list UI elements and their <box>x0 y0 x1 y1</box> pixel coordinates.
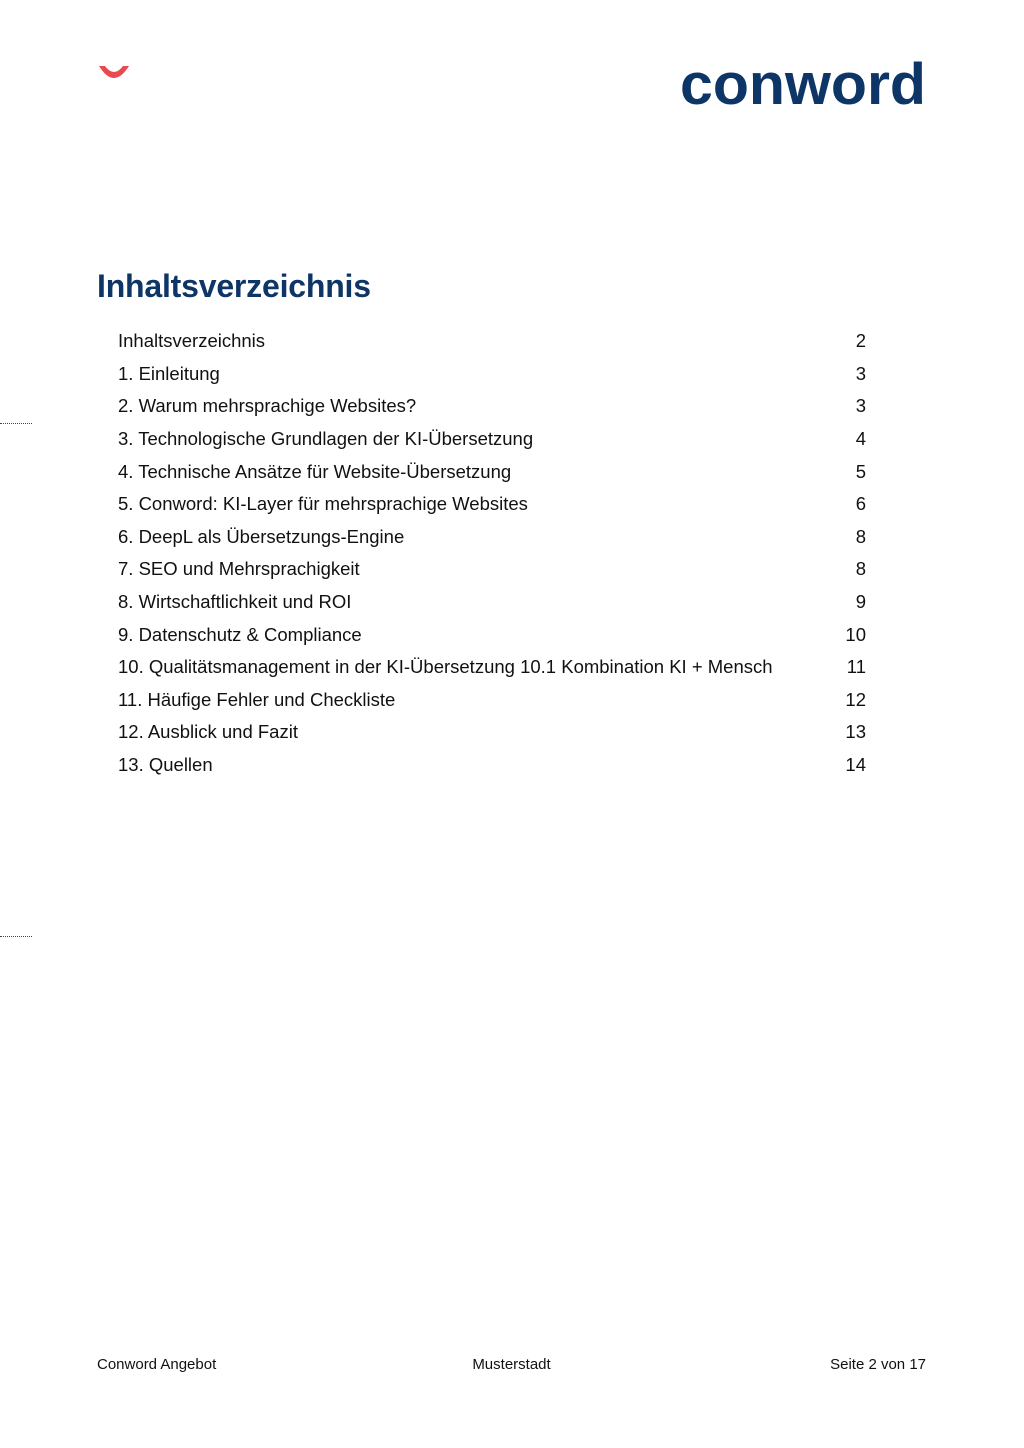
toc-entry[interactable] <box>118 325 866 358</box>
toc-entry-page: 4 <box>855 428 866 450</box>
smile-arc-icon <box>97 52 131 82</box>
toc-entry-label: 1. Einleitung <box>118 362 220 384</box>
footer-page-number: Seite 2 von 17 <box>830 1356 926 1373</box>
toc-entry-label: 10. Qualitätsmanagement in der KI-Übersetzung 10.1 Kombination KI + Mensch <box>118 656 773 678</box>
toc-entry-label: 12. Ausblick und Fazit <box>118 721 298 743</box>
toc-entry-page: 14 <box>845 754 866 776</box>
toc-heading: Inhaltsverzeichnis <box>97 268 371 304</box>
toc-entry-page: 5 <box>855 460 866 482</box>
toc-entry[interactable] <box>118 423 866 456</box>
toc-entry[interactable] <box>118 651 866 684</box>
toc-entry-label: 9. Datenschutz & Compliance <box>118 623 362 645</box>
toc-entry[interactable] <box>118 684 866 717</box>
toc-entry-page: 12 <box>845 688 866 710</box>
footer-document-name: Conword Angebot <box>97 1356 217 1373</box>
toc-entry-label: 13. Quellen <box>118 754 213 776</box>
toc-entry-page: 11 <box>846 656 866 678</box>
toc-entry-label: 7. SEO und Mehrsprachigkeit <box>118 558 360 580</box>
toc-entry-label: Inhaltsverzeichnis <box>118 330 266 352</box>
logo-text: conword <box>680 58 926 108</box>
toc-entry-label: 4. Technische Ansätze für Website-Übersetzung <box>118 460 512 482</box>
toc-entry-page: 6 <box>855 493 866 515</box>
toc-entry-label: 5. Conword: KI-Layer für mehrsprachige Websites <box>118 493 528 515</box>
toc-entry[interactable] <box>118 553 866 586</box>
fold-mark-top <box>0 423 32 424</box>
toc-entry-page: 2 <box>855 330 866 352</box>
toc-entry-page: 8 <box>855 558 866 580</box>
conword-logo <box>680 58 926 108</box>
toc-entry-label: 8. Wirtschaftlichkeit und ROI <box>118 591 352 613</box>
toc-entry-page: 13 <box>845 721 866 743</box>
toc-entry[interactable] <box>118 358 866 391</box>
toc-entry[interactable] <box>118 586 866 619</box>
toc-entry[interactable] <box>118 455 866 488</box>
toc-list <box>118 325 866 781</box>
toc-entry-page: 8 <box>855 525 866 547</box>
toc-entry-page: 3 <box>855 395 866 417</box>
fold-mark-bottom <box>0 936 32 937</box>
toc-entry-page: 3 <box>855 362 866 384</box>
toc-entry[interactable] <box>118 390 866 423</box>
toc-entry-page: 9 <box>855 591 866 613</box>
footer-location: Musterstadt <box>472 1356 551 1373</box>
toc-entry-label: 3. Technologische Grundlagen der KI-Übersetzung <box>118 428 534 450</box>
toc-entry[interactable] <box>118 521 866 554</box>
toc-entry-label: 2. Warum mehrsprachige Websites? <box>118 395 417 417</box>
page-footer <box>97 1356 926 1378</box>
toc-entry-label: 6. DeepL als Übersetzungs-Engine <box>118 525 405 547</box>
toc-entry[interactable] <box>118 618 866 651</box>
toc-entry[interactable] <box>118 488 866 521</box>
toc-entry-page: 10 <box>845 623 866 645</box>
toc-entry-label: 11. Häufige Fehler und Checkliste <box>118 688 396 710</box>
toc-entry[interactable] <box>118 716 866 749</box>
toc-entry[interactable] <box>118 749 866 782</box>
